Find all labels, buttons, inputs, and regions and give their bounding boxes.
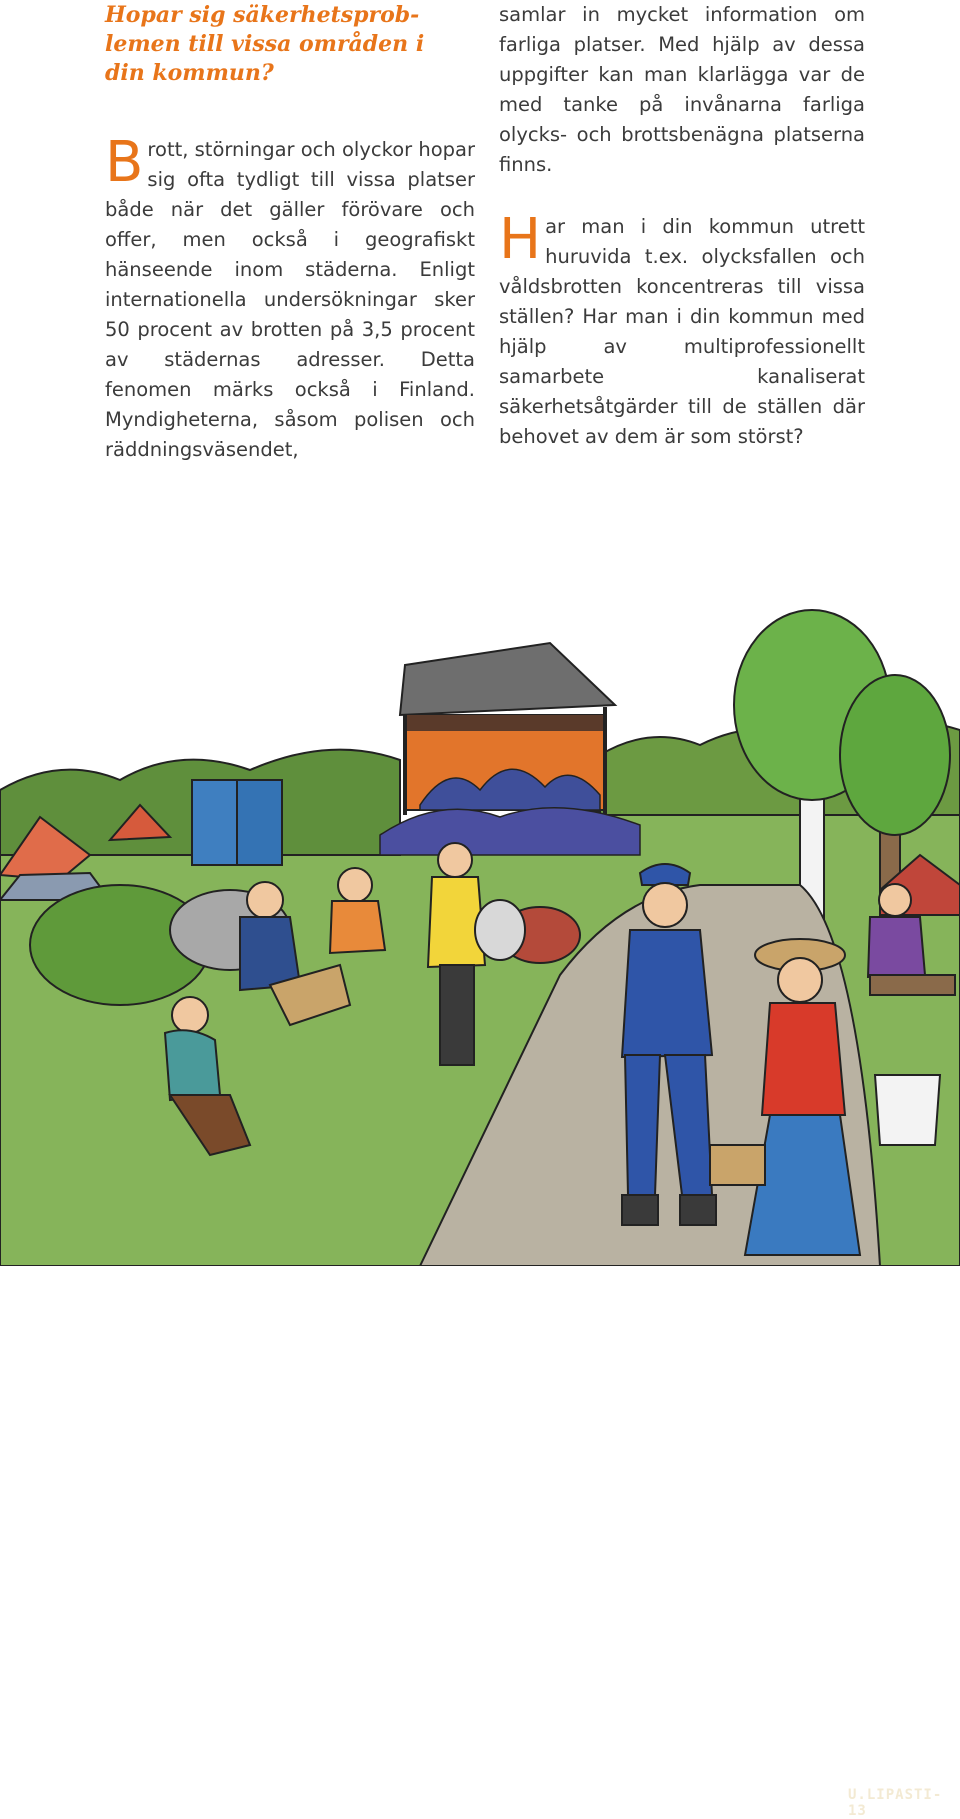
article-heading: Hopar sig säkerhetsprob- lemen till vissa områden i din kommun? xyxy=(105,2,425,86)
portable-toilet xyxy=(192,780,237,865)
stage xyxy=(400,643,615,815)
artist-signature: U.LIPASTI-13 xyxy=(848,1787,943,1819)
left-paragraph-text: rott, störningar och olyckor hopar sig ofta tydligt till vissa platser både när det gäller förövare och offer, men också i geografiskt hänseende inom städerna. Enligt internationella undersökningar sker 50 procent av brotten på 3,5 procent av städernas adresser. Detta fenomen märks också i Finland. Myndigheterna, såsom polisen och räddningsväsendet, xyxy=(105,138,475,461)
festival-illustration xyxy=(0,555,960,1819)
right-paragraph-2-text: ar man i din kommun utrett huruvida t.ex. olycksfallen och våldsbrotten koncentreras till vissa ställen? Har man i din kommun med hjälp av multiprofessionellt samarbete kanaliserat säkerhetsåtgärder till de ställen där behovet av dem är som störst? xyxy=(499,215,865,448)
left-paragraph xyxy=(105,130,475,465)
right-paragraph-1: samlar in mycket information om farliga platser. Med hjälp av dessa uppgifter kan man klarlägga var de med tanke på invånarna farliga olycks- och brottsbenägna platserna finns. xyxy=(499,3,865,176)
right-column xyxy=(499,0,865,452)
trash-bin xyxy=(875,1075,940,1145)
portable-toilet xyxy=(237,780,282,865)
right-paragraph-2 xyxy=(499,207,865,452)
drop-cap: H xyxy=(499,207,542,272)
left-column xyxy=(105,0,475,465)
drop-cap: B xyxy=(105,130,144,195)
